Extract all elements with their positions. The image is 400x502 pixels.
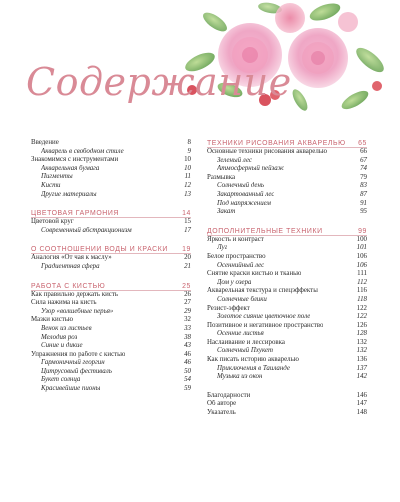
toc-subentry <box>31 359 191 368</box>
toc-page-number: 38 <box>184 333 191 341</box>
toc-page-number: 12 <box>184 181 191 189</box>
toc-subentry <box>31 325 191 334</box>
toc-page-number: 112 <box>357 278 367 286</box>
toc-entry-title: Резист-эффект <box>207 304 250 312</box>
toc-subentry <box>207 296 367 305</box>
toc-page-number: 66 <box>360 148 367 155</box>
toc-entry <box>207 253 367 262</box>
toc-page-number: 111 <box>357 270 367 278</box>
toc-entry-title: Узор «волшебные перья» <box>41 307 114 315</box>
toc-entry-title: Современный абстракционизм <box>41 226 132 234</box>
toc-page-number: 9 <box>187 147 191 155</box>
toc-entry-title: Сила нажима на кисть <box>31 299 97 307</box>
toc-entry-title: Музыка из окон <box>217 373 263 381</box>
toc-entry-title: Красивейшие пионы <box>41 385 101 393</box>
toc-subentry <box>207 200 367 209</box>
toc-entry <box>31 139 191 148</box>
toc-section-heading <box>31 245 191 254</box>
toc-section-heading <box>207 227 367 236</box>
toc-subentry <box>207 279 367 288</box>
toc-page-number: 137 <box>356 364 367 372</box>
toc-entry-title: Мазки кистью <box>31 316 74 324</box>
toc-page-number: 59 <box>184 385 191 393</box>
toc-page-number: 136 <box>356 356 367 364</box>
toc-entry <box>207 392 367 401</box>
toc-entry <box>207 174 367 183</box>
toc-page-number: 148 <box>356 409 367 417</box>
toc-page-number: 11 <box>184 173 191 181</box>
toc-subentry <box>31 182 191 191</box>
toc-page-number: 99 <box>358 227 367 235</box>
toc-right-column <box>207 139 367 418</box>
toc-entry-title: Гармоничный георгин <box>41 359 105 367</box>
toc-subentry <box>207 244 367 253</box>
toc-page-number: 27 <box>184 299 191 307</box>
toc-page-number: 19 <box>182 246 191 254</box>
toc-entry-title: Градиентная сфера <box>41 262 100 270</box>
toc-entry <box>207 270 367 279</box>
toc-subentry <box>31 263 191 272</box>
toc-page-number: 116 <box>356 287 367 295</box>
toc-page-number: 65 <box>358 140 367 147</box>
spacer <box>31 235 191 245</box>
toc-entry-title: РАБОТА С КИСТЬЮ <box>31 282 106 290</box>
toc-entry-title: Зеленый лес <box>217 156 252 164</box>
toc-section-heading <box>207 139 367 148</box>
toc-page-number: 147 <box>356 400 367 408</box>
toc-page-number: 21 <box>184 262 191 270</box>
toc-subentry <box>207 157 367 166</box>
toc-entry-title: Закат <box>217 208 236 216</box>
spacer <box>207 382 367 392</box>
toc-page-number: 122 <box>356 304 367 312</box>
toc-page-number: 118 <box>357 295 367 303</box>
toc-subentry <box>31 173 191 182</box>
toc-entry-title: Венок из листьев <box>41 324 92 332</box>
toc-entry-title: Цитрусовый фестиваль <box>41 367 112 375</box>
toc-entry-title: Позитивное и негативное пространство <box>207 321 324 329</box>
toc-subentry <box>207 262 367 271</box>
toc-page-number: 67 <box>360 156 367 164</box>
toc-entry <box>31 316 191 325</box>
toc-page-number: 101 <box>356 244 367 252</box>
toc-page-number: 132 <box>356 338 367 346</box>
toc-entry-title: Пигменты <box>41 173 73 181</box>
toc-entry <box>31 291 191 300</box>
toc-entry-title: О СООТНОШЕНИИ ВОДЫ И КРАСКИ <box>31 246 168 254</box>
toc-page-number: 29 <box>184 307 191 315</box>
toc-entry-title: Луг <box>217 244 228 252</box>
toc-page-number: 26 <box>184 290 191 298</box>
toc-entry <box>31 351 191 360</box>
toc-subentry <box>207 347 367 356</box>
toc-subentry <box>31 165 191 174</box>
toc-entry-title: Указатель <box>207 409 236 417</box>
toc-entry-title: Благодарности <box>207 391 251 399</box>
toc-entry-title: Аналогия «От чая к маслу» <box>31 254 112 262</box>
toc-entry-title: Введение <box>31 139 59 146</box>
toc-page-number: 79 <box>360 173 367 181</box>
toc-page-number: 25 <box>182 282 191 290</box>
toc-page-number: 13 <box>184 190 191 198</box>
toc-subentry <box>207 191 367 200</box>
toc-subentry <box>207 182 367 191</box>
toc-entry-title: Белое пространство <box>207 252 266 260</box>
toc-entry <box>207 322 367 331</box>
toc-page-number: 122 <box>356 313 367 321</box>
toc-entry <box>207 400 367 409</box>
toc-page-number: 126 <box>356 321 367 329</box>
toc-entry-title: Об авторе <box>207 400 237 408</box>
toc-entry-title: Как правильно держать кисть <box>31 290 118 298</box>
toc-entry <box>31 156 191 165</box>
toc-page-number: 83 <box>360 182 367 190</box>
toc-entry-title: Букет солнца <box>41 376 81 384</box>
toc-entry-title: Приключения в Таиланде <box>217 364 290 372</box>
toc-page-number: 54 <box>184 376 191 384</box>
toc-page-number: 146 <box>356 391 367 399</box>
toc-page-number: 17 <box>184 226 191 234</box>
toc-subentry <box>31 148 191 157</box>
toc-entry-title: Синие и дикие <box>41 342 83 350</box>
toc-subentry <box>31 227 191 236</box>
toc-entry-title: Солнечный Пхукет <box>217 347 273 355</box>
toc-subentry <box>207 208 367 217</box>
toc-subentry <box>31 385 191 394</box>
toc-entry-title: Акварельная бумага <box>41 164 100 172</box>
toc-entry <box>207 287 367 296</box>
toc-subentry <box>207 313 367 322</box>
toc-entry-title: Осеннийный лес <box>217 261 265 269</box>
toc-entry-title: Как писать историю акварелью <box>207 356 299 364</box>
toc-entry-title: Основные техники рисования акварелью <box>207 148 328 155</box>
toc-subentry <box>31 191 191 200</box>
toc-entry-title: Мелодия роз <box>41 333 78 341</box>
toc-entry-title: Осенние листья <box>217 330 264 338</box>
toc-entry-title: Кисти <box>41 181 61 189</box>
spacer <box>31 272 191 282</box>
toc-entry <box>31 254 191 263</box>
toc-entry-title: Акварель в свободном стиле <box>41 147 124 155</box>
toc-entry <box>207 236 367 245</box>
toc-entry-title: Знакомимся с инструментами <box>31 156 119 164</box>
toc-entry-title: Солнечный день <box>217 182 265 190</box>
toc-page-number: 10 <box>184 156 191 164</box>
toc-subentry <box>31 334 191 343</box>
toc-entry-title: Яркость и контраст <box>207 235 264 243</box>
toc-page-number: 8 <box>187 139 191 146</box>
toc-entry <box>207 305 367 314</box>
toc-left-column <box>31 139 191 394</box>
toc-subentry <box>31 342 191 351</box>
toc-entry-title: Наслаивание и лессировка <box>207 338 285 346</box>
toc-entry-title: Упражнения по работе с кистью <box>31 350 126 358</box>
toc-entry-title: Размывка <box>207 173 236 181</box>
spacer <box>207 217 367 227</box>
toc-subentry <box>31 376 191 385</box>
toc-entry <box>207 339 367 348</box>
toc-section-heading <box>31 282 191 291</box>
toc-page-number: 32 <box>184 316 191 324</box>
toc-page-number: 106 <box>356 261 367 269</box>
toc-entry-title: Снятие краски кистью и тканью <box>207 270 302 278</box>
toc-page-number: 132 <box>356 347 367 355</box>
page-title: Содержание <box>26 60 292 104</box>
spacer <box>31 199 191 209</box>
toc-page-number: 15 <box>184 218 191 226</box>
toc-entry-title: Другие материалы <box>41 190 97 198</box>
toc-entry-title: Цветовой круг <box>31 218 74 226</box>
toc-entry <box>31 299 191 308</box>
toc-entry-title: Закартованный лес <box>217 190 275 198</box>
toc-entry-title: ДОПОЛНИТЕЛЬНЫЕ ТЕХНИКИ <box>207 227 323 235</box>
toc-entry <box>207 356 367 365</box>
toc-entry-title: Дом у озера <box>217 278 252 286</box>
toc-page-number: 106 <box>356 252 367 260</box>
toc-page-number: 20 <box>184 254 191 262</box>
toc-page-number: 142 <box>356 373 367 381</box>
toc-page-number: 14 <box>182 210 191 218</box>
toc-entry-title: Атмосферный пейзаж <box>217 165 285 173</box>
toc-page-number: 100 <box>356 235 367 243</box>
toc-entry <box>31 218 191 227</box>
toc-page-number: 46 <box>184 359 191 367</box>
toc-page-number: 43 <box>184 342 191 350</box>
toc-page-number: 95 <box>360 208 367 216</box>
toc-entry <box>207 409 367 418</box>
toc-page-number: 50 <box>184 367 191 375</box>
toc-subentry <box>31 308 191 317</box>
toc-subentry <box>207 330 367 339</box>
toc-page-number: 10 <box>184 164 191 172</box>
toc-page-number: 46 <box>184 350 191 358</box>
toc-page-number: 74 <box>360 165 367 173</box>
toc-entry-title: Солнечные блики <box>217 295 267 303</box>
toc-page-number: 91 <box>360 199 367 207</box>
toc-subentry <box>207 373 367 382</box>
toc-entry-title: ТЕХНИКИ РИСОВАНИЯ АКВАРЕЛЬЮ <box>207 140 346 147</box>
toc-page-number: 33 <box>184 324 191 332</box>
toc-entry <box>207 148 367 157</box>
toc-page-number: 128 <box>356 330 367 338</box>
toc-entry-title: Золотое сияние цветочное поле <box>217 313 311 321</box>
toc-subentry <box>207 365 367 374</box>
toc-entry-title: Под напряжением <box>217 199 271 207</box>
toc-entry-title: ЦВЕТОВАЯ ГАРМОНИЯ <box>31 210 119 218</box>
toc-section-heading <box>31 209 191 218</box>
toc-subentry <box>31 368 191 377</box>
toc-page-number: 87 <box>360 190 367 198</box>
toc-subentry <box>207 165 367 174</box>
toc-entry-title: Акварельная текстура и спецэффекты <box>207 287 318 295</box>
